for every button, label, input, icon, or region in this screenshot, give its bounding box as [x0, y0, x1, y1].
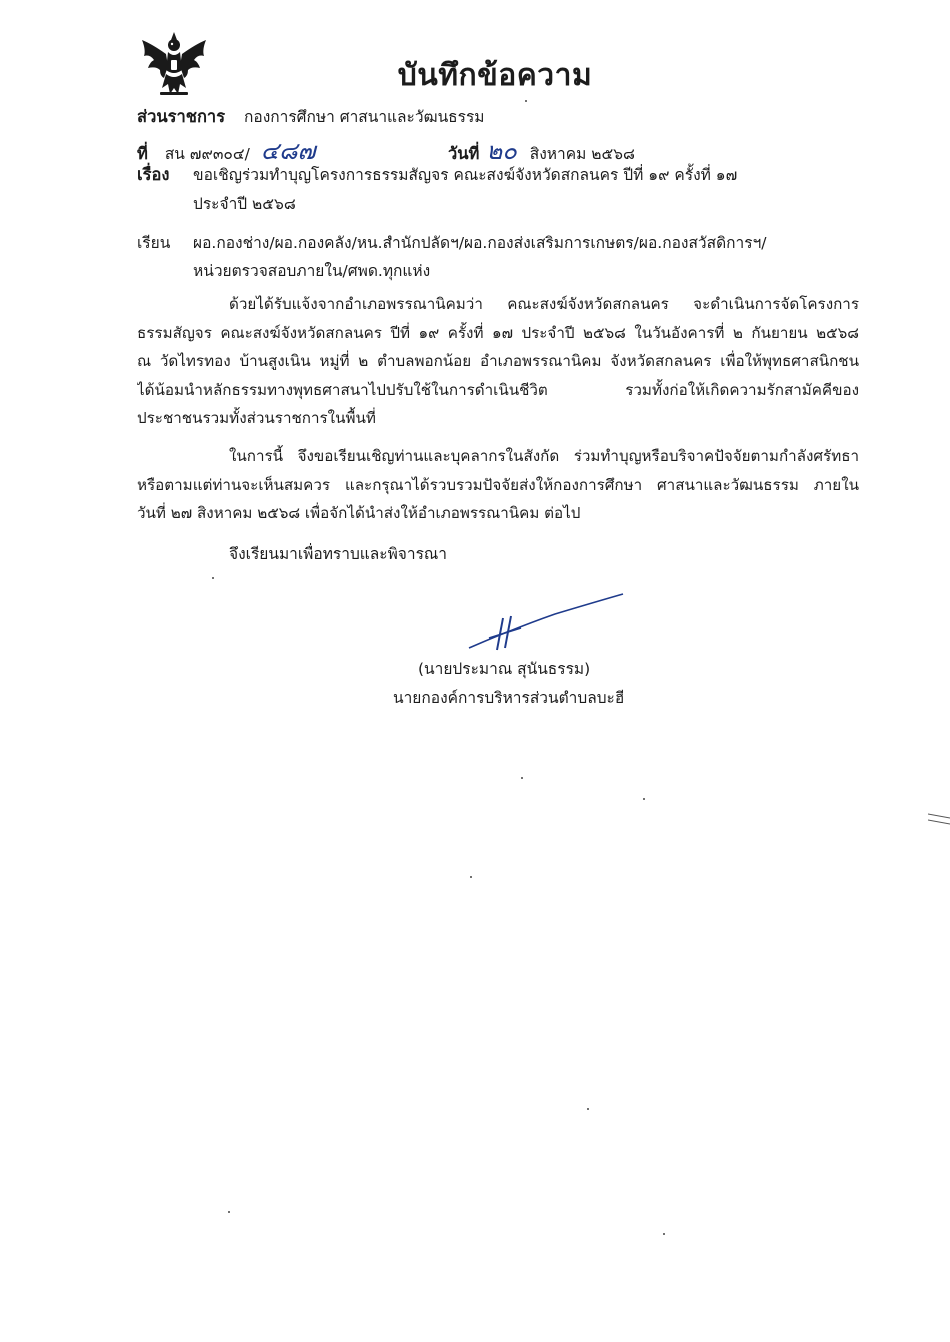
scan-speck [643, 798, 645, 800]
date-month-year: สิงหาคม ๒๕๖๘ [529, 145, 635, 163]
paragraph-1-line: ธรรมสัญจร คณะสงฆ์จังหวัดสกลนคร ปีที่ ๑๙ ครั้งที่ ๑๗ ประจำปี ๒๕๖๘ ในวันอังคารที่ ๒ กันยายน ๒๕๖๘ [137, 323, 859, 342]
paragraph-1-line: ประชาชนรวมทั้งส่วนราชการในพื้นที่ [137, 409, 376, 427]
reference-number-handwritten: ๔๘๗ [260, 137, 316, 165]
paragraph-1-line: ได้น้อมนำหลักธรรมทางพุทธศาสนาไปปรับใช้ในการดำเนินชีวิต รวมทั้งก่อให้เกิดความรักสามัคคีของ [137, 380, 859, 399]
document-title: บันทึกข้อความ [397, 58, 593, 93]
department-value: กองการศึกษา ศาสนาและวัฒนธรรม [244, 108, 485, 126]
handwritten-signature [455, 592, 635, 652]
paragraph-1-line: ณ วัดไทรทอง บ้านสูงเนิน หมู่ที่ ๒ ตำบลพอกน้อย อำเภอพรรณานิคม จังหวัดสกลนคร เพื่อให้พุทธศาสนิกชน [137, 352, 859, 370]
paragraph-2-line: วันที่ ๒๗ สิงหาคม ๒๕๖๘ เพื่อจักได้นำส่งให้อำเภอพรรณานิคม ต่อไป [137, 504, 581, 522]
scan-speck [663, 1233, 665, 1235]
reference-prefix: สน ๗๙๓๐๔/ [164, 145, 250, 163]
date-day-handwritten: ๒๐ [486, 137, 517, 165]
scan-speck [521, 777, 523, 779]
department-row [137, 104, 485, 130]
subject-label: เรื่อง [137, 165, 170, 184]
paragraph-2-line: หรือตามแต่ท่านจะเห็นสมควร และกรุณาได้รวบรวมปัจจัยส่งให้กองการศึกษา ศาสนาและวัฒนธรรม ภายใน [137, 475, 859, 494]
signatory-name: (นายประมาณ สุนันธรรม) [418, 660, 591, 678]
subject-line-2: ประจำปี ๒๕๖๘ [193, 195, 296, 213]
department-label: ส่วนราชการ [137, 107, 226, 126]
scan-speck [212, 577, 214, 579]
signatory-position: นายกองค์การบริหารส่วนตำบลบะฮี [393, 689, 625, 707]
addressee-line-2: หน่วยตรวจสอบภายใน/ศพด.ทุกแห่ง [193, 262, 431, 280]
addressee-line-1: ผอ.กองช่าง/ผอ.กองคลัง/หน.สำนักปลัดฯ/ผอ.กองส่งเสริมการเกษตร/ผอ.กองสวัสดิการฯ/ [193, 234, 767, 252]
closing-text: จึงเรียนมาเพื่อทราบและพิจารณา [229, 545, 448, 563]
body-paragraph-1 [137, 290, 859, 433]
scan-speck [470, 876, 472, 878]
body-paragraph-2 [137, 442, 859, 528]
paragraph-2-line: ในการนี้ จึงขอเรียนเชิญท่านและบุคลากรในสังกัด ร่วมทำบุญหรือบริจาคปัจจัยตามกำลังศรัทธา [229, 447, 859, 465]
scan-speck [525, 100, 527, 102]
paragraph-1-line: ด้วยได้รับแจ้งจากอำเภอพรรณานิคมว่า คณะสงฆ์จังหวัดสกลนคร จะดำเนินการจัดโครงการ [229, 295, 859, 313]
subject-line-1: ขอเชิญร่วมทำบุญโครงการธรรมสัญจร คณะสงฆ์จังหวัดสกลนคร ปีที่ ๑๙ ครั้งที่ ๑๗ [193, 166, 738, 184]
scan-speck [587, 1108, 589, 1110]
scan-speck [228, 1211, 230, 1213]
addressee-label: เรียน [137, 234, 171, 252]
date-label: วันที่ [448, 144, 480, 163]
page-edge-mark [928, 810, 950, 826]
reference-label: ที่ [137, 144, 148, 163]
